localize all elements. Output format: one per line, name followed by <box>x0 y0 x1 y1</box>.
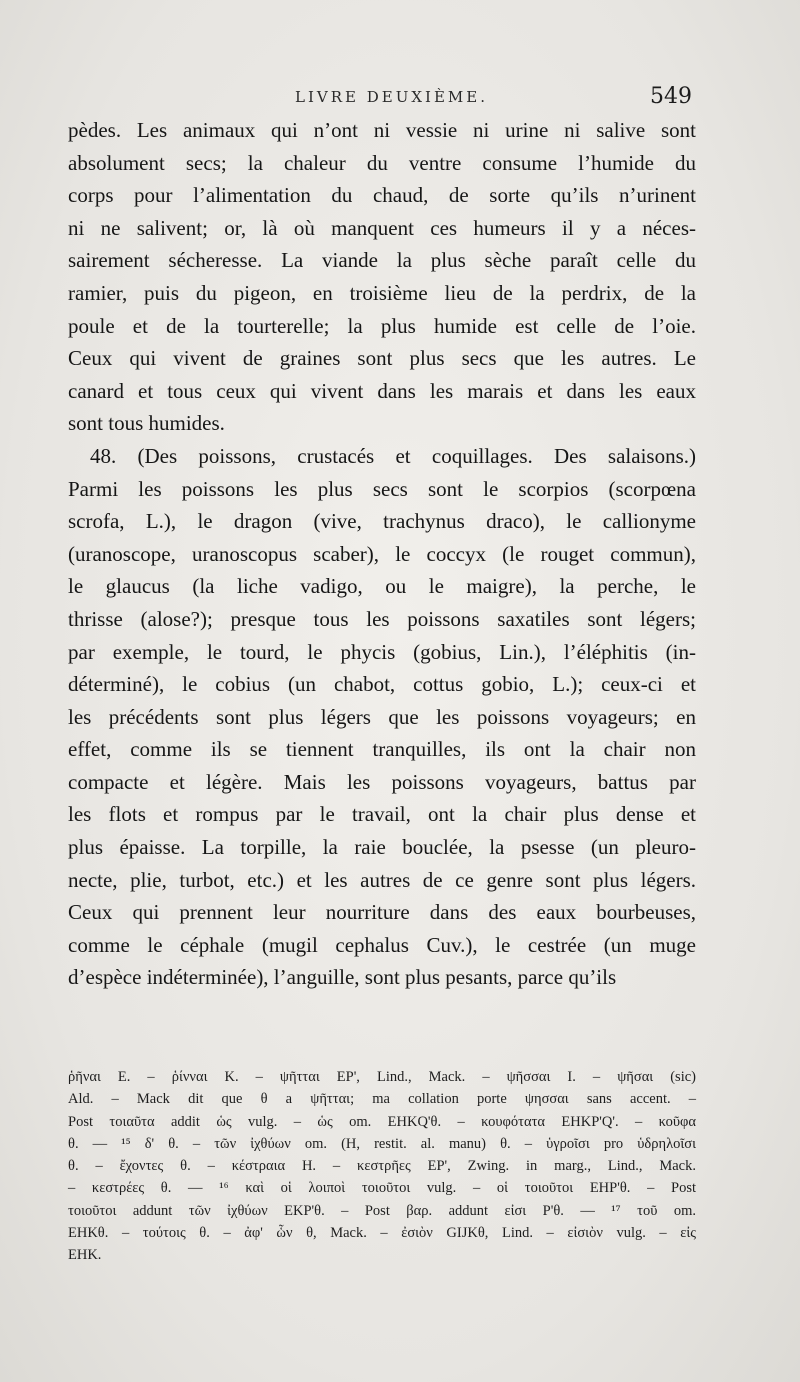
body-line: Ceux qui prennent leur nourriture dans des eaux bourbeuses, <box>68 900 696 925</box>
page-number: 549 <box>650 84 692 109</box>
body-line: scrofa, L.), le dragon (vive, trachynus draco), le callionyme <box>68 509 696 534</box>
running-head <box>0 86 800 114</box>
body-line: corps pour l’alimentation du chaud, de sorte qu’ils n’urinent <box>68 183 696 208</box>
body-line: thrisse (alose?); presque tous les poissons saxatiles sont légers; <box>68 606 696 631</box>
footnote-line: θ. – ἔχοντες θ. – κέστραια H. – κεστρῆες EP', Zwing. in marg., Lind., Mack. <box>68 1158 696 1175</box>
body-line: poule et de la tourterelle; la plus humide est celle de l’oie. <box>68 313 696 338</box>
footnote-line: EHKθ. – τούτοις θ. – ἀφ' ὧν θ, Mack. – ἐσιὸν GIJKθ, Lind. – εἰσιὸν vulg. – εἰς <box>68 1225 696 1242</box>
body-line: d’espèce indéterminée), l’anguille, sont plus pesants, parce qu’ils <box>68 965 617 990</box>
running-title: LIVRE DEUXIÈME. <box>295 88 488 106</box>
body-line: absolument secs; la chaleur du ventre consume l’humide du <box>68 150 696 175</box>
body-line: (uranoscope, uranoscopus scaber), le coccyx (le rouget commun), <box>68 541 696 566</box>
body-line: pèdes. Les animaux qui n’ont ni vessie ni urine ni salive sont <box>68 118 696 142</box>
body-line: canard et tous ceux qui vivent dans les marais et dans les eaux <box>68 378 696 403</box>
body-text <box>68 114 696 994</box>
footnotes <box>68 1066 696 1267</box>
body-line: 48. (Des poissons, crustacés et coquillages. Des salaisons.) <box>90 443 696 468</box>
footnote-line: – κεστρέες θ. — ¹⁶ καὶ οἱ λοιποὶ τοιοῦτοι vulg. – οἱ τοιοῦτοι EHP'θ. – Post <box>68 1180 696 1197</box>
footnote-line: EHK. <box>68 1247 102 1264</box>
body-line: les précédents sont plus légers que les poissons voyageurs; en <box>68 704 696 729</box>
footnote-line: ῥῆναι E. – ῥίνναι K. – ψῆτται EP', Lind., Mack. – ψῆσσαι I. – ψῆσαι (sic) <box>68 1069 696 1085</box>
body-line: par exemple, le tourd, le phycis (gobius, Lin.), l’éléphitis (in- <box>68 639 696 664</box>
body-line: les flots et rompus par le travail, ont la chair plus dense et <box>68 802 696 827</box>
body-line: plus épaisse. La torpille, la raie bouclée, la psesse (un pleuro- <box>68 835 696 860</box>
body-line: le glaucus (la liche vadigo, ou le maigre), la perche, le <box>68 574 696 599</box>
footnote-line: Ald. – Mack dit que θ a ψῆτται; ma collation porte ψησσαι sans accent. – <box>68 1091 696 1108</box>
body-line: Parmi les poissons les plus secs sont le scorpios (scorpœna <box>68 476 696 501</box>
body-line: Ceux qui vivent de graines sont plus secs que les autres. Le <box>68 346 696 371</box>
body-line: necte, plie, turbot, etc.) et les autres de ce genre sont plus légers. <box>68 867 696 892</box>
footnote-line: τοιοῦτοι addunt τῶν ἰχθύων EKP'θ. – Post βαρ. addunt εἰσι P'θ. — ¹⁷ τοῦ om. <box>68 1202 696 1219</box>
body-line: effet, comme ils se tiennent tranquilles, ils ont la chair non <box>68 737 696 762</box>
body-line: sairement sécheresse. La viande la plus sèche paraît celle du <box>68 248 696 273</box>
body-line: sont tous humides. <box>68 411 225 436</box>
body-line: déterminé), le cobius (un chabot, cottus gobio, L.); ceux-ci et <box>68 672 696 697</box>
body-line: ni ne salivent; or, là où manquent ces humeurs il y a néces- <box>68 215 696 240</box>
footnote-line: θ. — ¹⁵ δ' θ. – τῶν ἰχθύων om. (H, restit. al. manu) θ. – ὑγροῖσι pro ὑδρηλοῖσι <box>68 1135 696 1152</box>
body-line: compacte et légère. Mais les poissons voyageurs, battus par <box>68 769 696 794</box>
footnote-line: Post τοιαῦτα addit ὡς vulg. – ὡς om. EHKQ'θ. – κουφότατα EHKP'Q'. – κοῦφα <box>68 1113 696 1130</box>
body-line: ramier, puis du pigeon, en troisième lieu de la perdrix, de la <box>68 280 696 305</box>
body-line: comme le céphale (mugil cephalus Cuv.), le cestrée (un muge <box>68 932 696 957</box>
